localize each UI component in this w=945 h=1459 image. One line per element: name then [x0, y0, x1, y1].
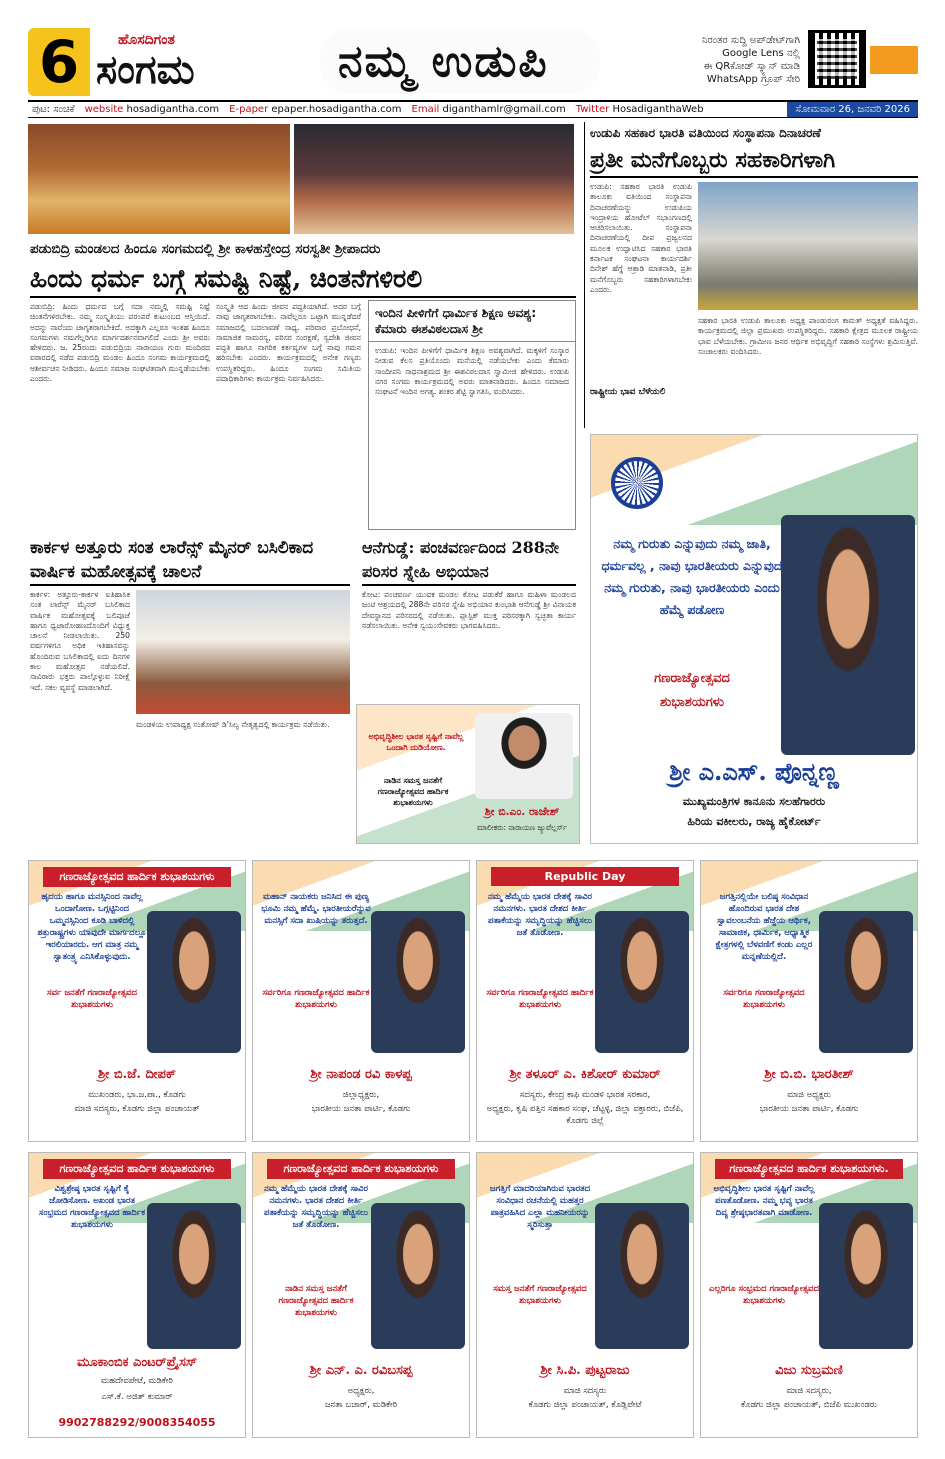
ad-main-role-1: ಮುಖ್ಯಮಂತ್ರಿಗಳ ಕಾನೂನು ಸಲಹೆಗಾರರು: [682, 795, 826, 808]
story1-column-1: ಪಡುಬಿದ್ರಿ: ಹಿಂದು ಧರ್ಮದ ಬಗ್ಗೆ ಸದಾ ನಮ್ಮಲ್ಲಿ ಸಮಷ್ಟಿ ನಿಷ್ಟೆ ಚಿಂತನೆಗಳಿರಬೇಕು. ನಮ್ಮ ಸಂಸ್ಕೃತಿಯು ಪರಂಪರೆ ಕುಟುಂಬದ ಆಸ್ತಿಯಿದೆ. ಅದನ್ನು ನಾವೆಂದು ಜಾಗೃತರಾಗಬೇಕಿದೆ. ಅದಕ್ಕಾಗಿ ಎಲ್ಲರೂ ಇಂತಹ ಹಿಂದೂ ಸಂಗಮಗಳು ನಮಗೆಲ್ಲರಿಗೂ ಮಾರ್ಗದರ್ಶನವಾಗಲಿದೆ ಎಂದು ಶ್ರೀ ಅವರು ಹೇಳಿದರು. ಜ. 25ರಂದು ಪಡುಬಿದ್ರಿಯ ನಾರಾಯಣ ಗುರು ಮಂದಿರದ ವಠಾರದಲ್ಲಿ ನಡೆದ ಪಡುಬಿದ್ರಿ ಮಂಡಲ ಹಿಂದೂ ಸಂಗಮ ಕಾರ್ಯಕ್ರಮದಲ್ಲಿ ಆಶೀರ್ವಚನ ನೀಡಿದರು. ಹಿಂದೂ ಸಮಾಜ ಸಂಘಟಿತವಾಗಿ ಮುನ್ನಡೆಯಬೇಕು ಎಂದರು.: [30, 302, 210, 384]
website-label: website: [84, 104, 124, 115]
ad-role-2: ಎಸ್.ಕೆ. ಅಜಿತ್ ಕುಮಾರ್: [101, 1392, 173, 1402]
ad-banner: ಗಣರಾಜ್ಯೋತ್ಸವದ ಹಾರ್ದಿಕ ಶುಭಾಶಯಗಳು: [43, 1159, 231, 1179]
email-value: diganthamlr@gmail.com: [442, 104, 566, 115]
ad-small-role: ಮಾಲೀಕರು: ನಾರಾಯಣ ಜ್ಯುವೆಲ್ಲರ್ಸ್: [477, 823, 567, 832]
story1-kicker: ಪಡುಬಿದ್ರಿ ಮಂಡಲದ ಹಿಂದೂ ಸಂಗಮದಲ್ಲಿ ಶ್ರೀ ಕಾಳಹಸ್ತೇಂದ್ರ ಸರಸ್ವತೀ ಶ್ರೀಪಾದರು: [30, 241, 381, 257]
ad-main: [590, 434, 918, 844]
brand-top-label: ಹೊಸದಿಗಂತ: [118, 32, 175, 48]
ad-role-2: ಭಾರತೀಯ ಜನತಾ ಪಾರ್ಟಿ, ಕೊಡಗು: [759, 1104, 859, 1114]
ad-message: ನಮ್ಮ ಹೆಮ್ಮೆಯ ಭಾರತ ದೇಶಕ್ಕೆ ಸಾವಿರ ನಮನಗಳು. ಭಾರತ ದೇಶದ ಕೀರ್ತಿ ಪತಾಕೆಯನ್ನು ಸಮೃದ್ಧಿಯನ್ನು ಹೆಚ್ಚಿಸಲು ಜತೆ ತೊಡೋಣ.: [264, 1184, 368, 1230]
ads_row2-ad-3: [700, 1152, 918, 1438]
page-edition: ಪುಟ: ಸಂಚಿಕೆ: [32, 104, 75, 115]
ad-phone: 9902788292/9008354055: [58, 1416, 216, 1429]
story1-photo-right: [294, 124, 574, 234]
ad-role-2: ಕೊಡಗು ಜಿಲ್ಲಾ ಪಂಚಾಯತ್, ಬಿಜೆಪಿ ಮುಖಂಡರು: [741, 1400, 877, 1410]
ad-main-greeting-1: ಗಣರಾಜ್ಯೋತ್ಸವದ: [654, 671, 730, 686]
ad-role-1: ಮಾಜಿ ಸದಸ್ಯರು: [563, 1386, 607, 1396]
ad-banner: Republic Day: [491, 867, 679, 886]
ad-main-role-2: ಹಿರಿಯ ವಕೀಲರು, ರಾಜ್ಯ ಹೈಕೋರ್ಟ್: [687, 815, 821, 828]
epaper-link[interactable]: [229, 102, 401, 117]
ad-role-1: ಮಾಜಿ ಅಧ್ಯಕ್ಷರು: [787, 1090, 831, 1100]
ad-greeting: ಸರ್ವರಿಗೂ ಗಣರಾಜ್ಯೋತ್ಸವದ ಹಾರ್ದಿಕ ಶುಭಾಶಯಗಳು: [262, 988, 370, 1010]
ad-message: ಅಭಿವೃದ್ಧಿಶೀಲ ಭಾರತ ಸೃಷ್ಟಿಗೆ ನಾವೆಲ್ಲ ಪಣತೊಡೋಣ. ನಮ್ಮ ಭವ್ಯ ಭಾರತ ದಿವ್ಯ ಶ್ರೇಷ್ಠಭಾರತವಾಗಿ ಮಾಡೋಣ.: [713, 1184, 815, 1218]
ad-small-greeting: ನಾಡಿನ ಸಮಸ್ತ ಜನತೆಗೆ ಗಣರಾಜ್ಯೋತ್ಸವದ ಹಾರ್ದಿಕ ಶುಭಾಶಯಗಳು: [377, 776, 449, 807]
ads_row1-ad-1: [252, 860, 470, 1142]
ads_row1-ad-2: [476, 860, 694, 1142]
email-label: Email: [411, 104, 440, 115]
qr-code-icon[interactable]: [808, 30, 866, 88]
ad-person-name: ಶ್ರೀ ನಾಪಂಡ ರವಿ ಕಾಳಪ್ಪ: [310, 1067, 412, 1082]
ad-banner: ಗಣರಾಜ್ಯೋತ್ಸವದ ಹಾರ್ದಿಕ ಶುಭಾಶಯಗಳು: [43, 867, 231, 887]
ad-message: ಹೃದಯ ಹಾಗೂ ಮನಸ್ಸಿನಿಂದ ನಾವೆಲ್ಲ ಒಂದಾಗೋಣ. ಒಗ್ಗಟ್ಟಿನಿಂದ ಒಮ್ಮನಸ್ಸಿನಿಂದ ಕೂಡಿ ಬಾಳಿದಲ್ಲಿ ಶತ್ರುರಾಷ್ಟ್ರಗಳು ಯಾವುದೇ ಮಾರ್ಗದಲ್ಲೂ ಇರಲಿಯಾರದು. ಆಗ ಮಾತ್ರ ನಮ್ಮ ಸ್ವಾತಂತ್ರ್ಯ ಎನಿಸಿಕೊಳ್ಳುವುದು.: [37, 892, 147, 962]
email-link[interactable]: [412, 102, 566, 117]
ad-message: ವಿಶ್ವಶ್ರೇಷ್ಠ ಭಾರತ ಸೃಷ್ಟಿಗೆ ಕೈ ಜೋಡಿಸೋಣ. ಅಖಂಡ ಭಾರತ ಸಂಭ್ರಮದ ಗಣರಾಜ್ಯೋತ್ಸವದ ಹಾರ್ದಿಕ ಶುಭಾಶಯಗಳು: [38, 1184, 146, 1230]
story1-headline: ಹಿಂದು ಧರ್ಮ ಬಗ್ಗೆ ಸಮಷ್ಟಿ ನಿಷ್ಟೆ, ಚಿಂತನೆಗಳಿರಲಿ: [30, 262, 576, 298]
twitter-label: Twitter: [575, 104, 610, 115]
ad-role-2: ಕೊಡಗು ಜಿಲ್ಲಾ ಪಂಚಾಯತ್, ಕೊಡ್ಲಿಪೇಟೆ: [528, 1400, 642, 1410]
ad-message: ಜಗತ್ತಿಗೆ ಮಾದರಿಯಾಗಿರುವ ಭಾರತದ ಸಂವಿಧಾನ ರಚನೆಯಲ್ಲಿ ಮಹತ್ತರ ಪಾತ್ರವಹಿಸಿದ ಎಲ್ಲಾ ಮಹನೀಯರನ್ನು ಸ್ಮರಿಸುತ್ತಾ: [489, 1184, 591, 1230]
ad-role-2: ಭಾರತೀಯ ಜನತಾ ಪಾರ್ಟಿ, ಕೊಡಗು: [311, 1104, 411, 1114]
ad-main-name: ಶ್ರೀ ಎ.ಎಸ್. ಪೊನ್ನಣ್ಣ: [669, 757, 839, 786]
website-value: hosadigantha.com: [126, 104, 220, 115]
ad-role-2: ಮಾಜಿ ಸದಸ್ಯರು, ಕೊಡಗು ಜಿಲ್ಲಾ ಪಂಚಾಯತ್: [74, 1104, 200, 1114]
story4-body: ಕೋಟ: ಪಂಚವರ್ಣ ಯುವಕ ಮಂಡಲ ಕೋಟ ಪಡುಕೆರೆ ಹಾಗೂ ಮಹಿಳಾ ಮಂಡಲದ ಜಂಟಿ ಆಶ್ರಯದಲ್ಲಿ 288ನೇ ಪರಿಸರ ಸ್ನೇಹಿ ಅಭಿಯಾನ ಕುಂಭಾಶಿ ಆನೆಗುಡ್ಡೆ ಶ್ರೀ ವಿನಾಯಕ ದೇವಸ್ಥಾನದ ಪರಿಸರದಲ್ಲಿ ನಡೆಯಿತು. ಪ್ಲಾಸ್ಟಿಕ್ ಮುಕ್ತ ಪರಿಸರಕ್ಕಾಗಿ ಸ್ವಚ್ಛತಾ ಕಾರ್ಯ ನಡೆಸಲಾಯಿತು. ಅನೇಕ ಸ್ವಯಂಸೇವಕರು ಭಾಗವಹಿಸಿದರು.: [362, 590, 576, 630]
inset-box: [368, 300, 576, 530]
ad-portrait: [595, 911, 689, 1053]
ad-main-greeting-2: ಶುಭಾಶಯಗಳು: [660, 695, 724, 710]
page-title: ನಮ್ಮ ಉಡುಪಿ: [338, 36, 549, 87]
ad-role-1: ಜಿಲ್ಲಾಧ್ಯಕ್ಷರು,: [342, 1090, 380, 1100]
ad-person-name: ಶ್ರೀ ಬಿ.ಜೆ. ದೀಪಕ್: [97, 1067, 177, 1082]
epaper-label: E-paper: [229, 104, 269, 115]
ad-portrait: [819, 1203, 913, 1349]
ad-role-2: ಜನತಾ ಬಜಾರ್, ಮಡಿಕೇರಿ: [324, 1400, 398, 1410]
brand-title: ಸಂಗಮ: [96, 46, 195, 93]
story3-body: ಕಾರ್ಕಳ: ಅತ್ತೂರು-ಕಾರ್ಕಳ ಐತಿಹಾಸಿಕ ಸಂತ ಲಾರೆನ್ಸ್ ಮೈನರ್ ಬಸಿಲಿಕಾದ ವಾರ್ಷಿಕ ಮಹೋತ್ಸವಕ್ಕೆ ಬಲಿಪೂಜೆ ಹಾಗೂ ಧ್ವಜಾರೋಹಣದೊಂದಿಗೆ ವಿಧ್ಯುಕ್ತ ಚಾಲನೆ ನೀಡಲಾಯಿತು. 250 ವರ್ಷಗಳಿಗೂ ಅಧಿಕ ಇತಿಹಾಸವನ್ನು ಹೊಂದಿರುವ ಬಸಿಲಿಕಾದಲ್ಲಿ ಐದು ದಿನಗಳ ಕಾಲ ಮಹೋತ್ಸವ ನಡೆಯಲಿದೆ. ಸಾವಿರಾರು ಭಕ್ತರು ಪಾಲ್ಗೊಳ್ಳುವ ನಿರೀಕ್ಷೆ ಇದೆ. ಸಕಲ ವ್ಯವಸ್ಥೆ ಮಾಡಲಾಗಿದೆ.: [30, 590, 130, 692]
qr-instructions: [640, 34, 800, 86]
ad-small-portrait: [475, 713, 573, 799]
story2-body-2: ಸಹಕಾರ ಭಾರತಿ ಉಡುಪಿ ತಾಲೂಕು ಅಧ್ಯಕ್ಷ ಪಾಂಡುರಂಗ ಕಾಮತ್ ಅಧ್ಯಕ್ಷತೆ ವಹಿಸಿದ್ದರು. ಕಾರ್ಯಕ್ರಮದಲ್ಲಿ ಜಿಲ್ಲಾ ಪ್ರಮುಖರು ಉಪಸ್ಥಿತರಿದ್ದರು. ಸಹಕಾರಿ ಕ್ಷೇತ್ರದ ಮೂಲಕ ರಾಷ್ಟ್ರೀಯ ಭಾವ ಬೆಳೆಯಬೇಕು. ಗ್ರಾಮೀಣ ಜನರ ಆರ್ಥಿಕ ಅಭಿವೃದ್ಧಿಗೆ ಸಹಕಾರಿ ಸಂಸ್ಥೆಗಳು ಶ್ರಮಿಸುತ್ತಿವೆ. ಸಂಚಾಲಕರು ವಂದಿಸಿದರು.: [698, 316, 918, 356]
ad-small: [356, 704, 580, 844]
story4-headline: ಆನೆಗುಡ್ಡೆ: ಪಂಚವರ್ಣದಿಂದ 288ನೇ ಪರಿಸರ ಸ್ನೇಹಿ ಅಭಿಯಾನ: [362, 536, 576, 586]
ads_row1-ad-0: [28, 860, 246, 1142]
ad-greeting: ಎಲ್ಲರಿಗೂ ಸಂಭ್ರಮದ ಗಣರಾಜ್ಯೋತ್ಸವದ ಶುಭಾಶಯಗಳು: [709, 1284, 819, 1306]
ad-message: ಮಹಾನ್ ನಾಯಕರು ಜನಿಸಿದ ಈ ಪುಣ್ಯ ಭೂಮಿ ನಮ್ಮ ಹೆಮ್ಮೆ. ಭಾರತೀಯರೆನ್ನುವ ಮನಸ್ಸಿಗೆ ಸದಾ ಖುಷಿಯನ್ನು ತರುತ್ತದೆ.: [261, 892, 371, 926]
twitter-value: HosadiganthaWeb: [612, 104, 704, 115]
qr-line-3: ಈ QRಕೋಡ್ ಸ್ಕ್ಯಾನ್ ಮಾಡಿ: [703, 61, 800, 72]
website-link[interactable]: [85, 102, 220, 117]
epaper-value: epaper.hosadigantha.com: [271, 104, 402, 115]
story1-photo-left: [28, 124, 290, 234]
inset-headline: ಇಂದಿನ ಪೀಳಿಗೆಗೆ ಧಾರ್ಮಿಕ ಶಿಕ್ಷಣ ಅವಶ್ಯ: ಕೆಮಾರು ಈಶವಿಠಲದಾಸ ಶ್ರೀ: [369, 301, 575, 342]
ad-greeting: ಸರ್ವರಿಗೂ ಗಣರಾಜ್ಯೋತ್ಸವದ ಹಾರ್ದಿಕ ಶುಭಾಶಯಗಳು: [486, 988, 594, 1010]
story3-photo: [136, 590, 350, 714]
ad-portrait: [147, 911, 241, 1053]
page-number: 6: [28, 28, 90, 96]
story3-caption: ಮಂಡಳಿಯ ಉಪಾಧ್ಯಕ್ಷ ಸಂತೋಷ್ ಡಿ'ಸಿಲ್ವ ನೇತೃತ್ವದಲ್ಲಿ ಕಾರ್ಯಕ್ರಮ ನಡೆಯಿತು.: [136, 720, 330, 729]
ad-portrait: [371, 1203, 465, 1349]
ad-role-1: ಮಾಜಿ ಸದಸ್ಯರು,: [786, 1386, 832, 1396]
ad-message: ಜಗತ್ತಿನಲ್ಲಿಯೇ ಬಲಿಷ್ಠ ಸಂವಿಧಾನ ಹೊಂದಿರುವ ಭಾರತ ದೇಶ ಸ್ವಾವಲಂಬನೆಯ ಹೆಜ್ಜೆಯ ಆರ್ಥಿಕ, ಸಾಮಾಜಿಕ, ಧಾರ್ಮಿಕ, ಆಧ್ಯಾತ್ಮಿಕ ಕ್ಷೇತ್ರಗಳಲ್ಲಿ ಬೆಳವಣಿಗೆ ಕಂಡು ಎಲ್ಲರ ಮನ್ನಣೆಯಲ್ಲಿದೆ.: [715, 892, 813, 962]
ad-person-name: ಶ್ರೀ ಬಿ.ಬಿ. ಭಾರತೀಶ್: [764, 1067, 854, 1082]
ad-small-name: ಶ್ರೀ ಬಿ.ಎಂ. ರಾಜೇಶ್: [484, 805, 560, 818]
inset-body: ಉಡುಪಿ: ಇಂದಿನ ಪೀಳಿಗೆಗೆ ಧಾರ್ಮಿಕ ಶಿಕ್ಷಣ ಅವಶ್ಯವಾಗಿದೆ. ಮಕ್ಕಳಿಗೆ ಸಂಸ್ಕಾರ ನೀಡುವ ಕೆಲಸ ಪ್ರತಿಯೊಂದು ಮನೆಯಲ್ಲಿ ನಡೆಯಬೇಕು ಎಂದು ಕೆಮಾರು ಸಾಂದೀಪನಿ ಸಾಧನಾಶ್ರಮದ ಶ್ರೀ ಈಶವಿಠಲದಾಸ ಸ್ವಾಮೀಜಿ ಹೇಳಿದರು. ಉಡುಪಿ ನಗರ ಸಂಗಮ ಕಾರ್ಯಕ್ರಮದಲ್ಲಿ ಅವರು ಮಾತನಾಡಿದರು. ಹಿಂದೂ ಸಮಾಜದ ಸಂಘಟನೆ ಇಂದಿನ ಅಗತ್ಯ. ಶಂಕರ ಶೆಟ್ಟಿ ಸ್ವಾಗತಿಸಿ, ವಂದಿಸಿದರು.: [375, 346, 569, 397]
ad-person-name: ವಿಜು ಸುಬ್ರಮಣಿ: [775, 1363, 843, 1378]
twitter-link[interactable]: [576, 102, 704, 117]
issue-date: ಸೋಮವಾರ 26, ಜನವರಿ 2026: [787, 102, 918, 117]
ad-role-1: ಮಹದೇವಪೇಟೆ, ಮಡಿಕೇರಿ: [101, 1376, 173, 1386]
corner-accent: [870, 46, 918, 74]
qr-line-4: WhatsApp ಗ್ರೂಪ್ ಸೇರಿ: [706, 74, 800, 85]
ad-role-1: ಅಧ್ಯಕ್ಷರು,: [347, 1386, 375, 1396]
ad-banner: ಗಣರಾಜ್ಯೋತ್ಸವದ ಹಾರ್ದಿಕ ಶುಭಾಶಯಗಳು.: [715, 1159, 903, 1179]
column-rule: [584, 122, 585, 428]
ad-portrait: [819, 911, 913, 1053]
story1-column-2: ಸಂಸ್ಕೃತಿ ಆದ ಹಿಂದು ಜೀವನ ಪದ್ಧತಿಯಾಗಿದೆ. ಅದರ ಬಗ್ಗೆ ನಾವು ಜಾಗೃತರಾಗಬೇಕು. ನಾವೆಲ್ಲರೂ ಒಟ್ಟಾಗಿ ಮುನ್ನಡೆದರೆ ಸಮಾಜದಲ್ಲಿ ಬದಲಾವಣೆ ಸಾಧ್ಯ. ಪರಿವಾರ ಪ್ರಬೋಧನೆ, ಸಾಮಾಜಿಕ ಸಾಮರಸ್ಯ, ಪರಿಸರ ಸಂರಕ್ಷಣೆ, ಸ್ವದೇಶಿ ಜೀವನ ಪದ್ಧತಿ ಹಾಗೂ ನಾಗರಿಕ ಕರ್ತವ್ಯಗಳ ಬಗ್ಗೆ ನಾವು ಗಮನ ಹರಿಸಬೇಕು ಎಂದರು. ಕಾರ್ಯಕ್ರಮದಲ್ಲಿ ಅನೇಕ ಗಣ್ಯರು ಉಪಸ್ಥಿತರಿದ್ದರು. ಹಿಂದೂ ಸಂಗಮ ಸಮಿತಿಯ ಪದಾಧಿಕಾರಿಗಳು ಕಾರ್ಯಕ್ರಮ ನಿರ್ವಹಿಸಿದರು.: [216, 302, 361, 384]
ad-banner: ಗಣರಾಜ್ಯೋತ್ಸವದ ಹಾರ್ದಿಕ ಶುಭಾಶಯಗಳು: [267, 1159, 455, 1179]
ashoka-chakra-icon: [611, 457, 663, 509]
story3-headline: ಕಾರ್ಕಳ ಅತ್ತೂರು ಸಂತ ಲಾರೆನ್ಸ್ ಮೈನರ್ ಬಸಿಲಿಕಾದ ವಾರ್ಷಿಕ ಮಹೋತ್ಸವಕ್ಕೆ ಚಾಲನೆ: [30, 536, 350, 586]
ad-role-2: ಅಧ್ಯಕ್ಷರು, ಕೃಷಿ ಪತ್ತಿನ ಸಹಕಾರ ಸಂಘ, ಚೆಟ್ಟಳ್ಳಿ, ಜಿಲ್ಲಾ ವಕ್ತಾರರು, ಬಿಜೆಪಿ, ಕೊಡಗು ಜಿಲ್ಲೆ: [486, 1104, 684, 1126]
ad-portrait: [371, 911, 465, 1053]
ads_row2-ad-2: [476, 1152, 694, 1438]
meta-bar: [28, 100, 918, 118]
ads_row1-ad-3: [700, 860, 918, 1142]
ad-main-quote: ನಮ್ಮ ಗುರುತು ಎನ್ನುವುದು ನಮ್ಮ ಜಾತಿ, ಧರ್ಮವಲ್ಲ , ನಾವು ಭಾರತೀಯರು ಎನ್ನುವುದೆ ನಮ್ಮ ಗುರುತು, ನಾವು ಭಾರತೀಯರು ಎಂದು ಹೆಮ್ಮೆ ಪಡೋಣ: [601, 536, 783, 617]
story2-headline: ಪ್ರತೀ ಮನೆಗೊಬ್ಬರು ಸಹಕಾರಿಗಳಾಗಿ: [590, 144, 918, 178]
ad-main-portrait: [781, 515, 915, 755]
ad-small-line: ಅಭಿವೃದ್ಧಿಶೀಲ ಭಾರತ ಸೃಷ್ಟಿಗೆ ನಾವೆಲ್ಲ ಒಂದಾಗಿ ದುಡಿಯೋಣ.: [368, 732, 464, 752]
story2-subhead: ರಾಷ್ಟ್ರೀಯ ಭಾವ ಬೆಳೆಯಲಿ: [590, 387, 666, 397]
ads_row2-ad-1: [252, 1152, 470, 1438]
story2-body-1: ಉಡುಪಿ: ಸಹಕಾರ ಭಾರತಿ ಉಡುಪಿ ತಾಲೂಕು ವತಿಯಿಂದ ಸಂಸ್ಥಾಪನಾ ದಿನಾಚರಣೆಯನ್ನು ಉಡುಪಿಯ ಇಂದ್ರಾಳಿಯ ಹೋಟೆಲ್ ಸಭಾಂಗಣದಲ್ಲಿ ಆಚರಿಸಲಾಯಿತು. ಸಂಸ್ಥಾಪನಾ ದಿನಾಚರಣೆಯಲ್ಲಿ ದೀಪ ಪ್ರಜ್ವಲನದ ಮೂಲಕ ಉದ್ಘಾಟಿಸಿದ ಸಹಕಾರ ಭಾರತಿ ಕರ್ನಾಟಕ ಸಂಘಟನಾ ಕಾರ್ಯದರ್ಶಿ ದಿನೇಶ್ ಹೆಗ್ಡೆ ಆತ್ರಾಡಿ ಮಾತನಾಡಿ, ಪ್ರತೀ ಮನೆಗೊಬ್ಬರು ಸಹಕಾರಿಗಳಾಗಬೇಕು ಎಂದರು.: [590, 182, 692, 294]
ad-message: ನಮ್ಮ ಹೆಮ್ಮೆಯ ಭಾರತ ದೇಶಕ್ಕೆ ಸಾವಿರ ನಮನಗಳು. ಭಾರತ ದೇಶದ ಕೀರ್ತಿ ಪತಾಕೆಯನ್ನು ಸಮೃದ್ಧಿಯನ್ನು ಹೆಚ್ಚಿಸಲು ಜತೆ ತೊಡೋಣ.: [488, 892, 592, 938]
ad-role-1: ಮುಖಂಡರು, ಭಾ.ಜ.ಪಾ., ಕೊಡಗು: [88, 1090, 186, 1100]
ad-person-name: ಶ್ರೀ ತಳೂರ್ ಎ. ಕಿಶೋರ್ ಕುಮಾರ್: [509, 1067, 661, 1082]
ad-person-name: ಮೂಕಾಂಬಿಕ ಎಂಟರ್‌ಪ್ರೈಸಸ್: [77, 1355, 197, 1370]
ad-greeting: ಸರ್ವರಿಗೂ ಗಣರಾಜ್ಯೋತ್ಸವದ ಶುಭಾಶಯಗಳು: [723, 988, 805, 1010]
ad-person-name: ಶ್ರೀ ಎನ್. ಎ. ರವಿಬಸಪ್ಪ: [309, 1363, 413, 1378]
ad-portrait: [147, 1203, 241, 1349]
ad-greeting: ಸಮಸ್ತ ಜನತೆಗೆ ಗಣರಾಜ್ಯೋತ್ಸವದ ಶುಭಾಶಯಗಳು: [493, 1284, 587, 1306]
ad-role-1: ಸದಸ್ಯರು, ಕೇಂದ್ರ ಕಾಫಿ ಮಂಡಳಿ ಭಾರತ ಸರಕಾರ,: [519, 1090, 651, 1100]
qr-line-1: ನಿರಂತರ ಸುದ್ದಿ ಅಪ್‌ಡೇಟ್‌ಗಾಗಿ: [701, 35, 800, 46]
ad-greeting: ನಾಡಿನ ಸಮಸ್ತ ಜನತೆಗೆ ಗಣರಾಜ್ಯೋತ್ಸವದ ಹಾರ್ದಿಕ ಶುಭಾಶಯಗಳು: [278, 1284, 354, 1318]
ads_row2-ad-0: [28, 1152, 246, 1438]
story2-kicker: ಉಡುಪಿ ಸಹಕಾರ ಭಾರತಿ ವತಿಯಿಂದ ಸಂಸ್ಥಾಪನಾ ದಿನಾಚರಣೆ: [590, 126, 822, 140]
ad-greeting: ಸರ್ವ ಜನತೆಗೆ ಗಣರಾಜ್ಯೋತ್ಸವದ ಶುಭಾಶಯಗಳು: [46, 988, 137, 1010]
story2-photo: [698, 182, 918, 310]
qr-line-2: Google Lens ನಲ್ಲಿ: [722, 48, 800, 59]
ad-portrait: [595, 1203, 689, 1349]
ad-person-name: ಶ್ರೀ ಸಿ.ಪಿ. ಪುಟ್ಟರಾಜು: [540, 1363, 630, 1378]
